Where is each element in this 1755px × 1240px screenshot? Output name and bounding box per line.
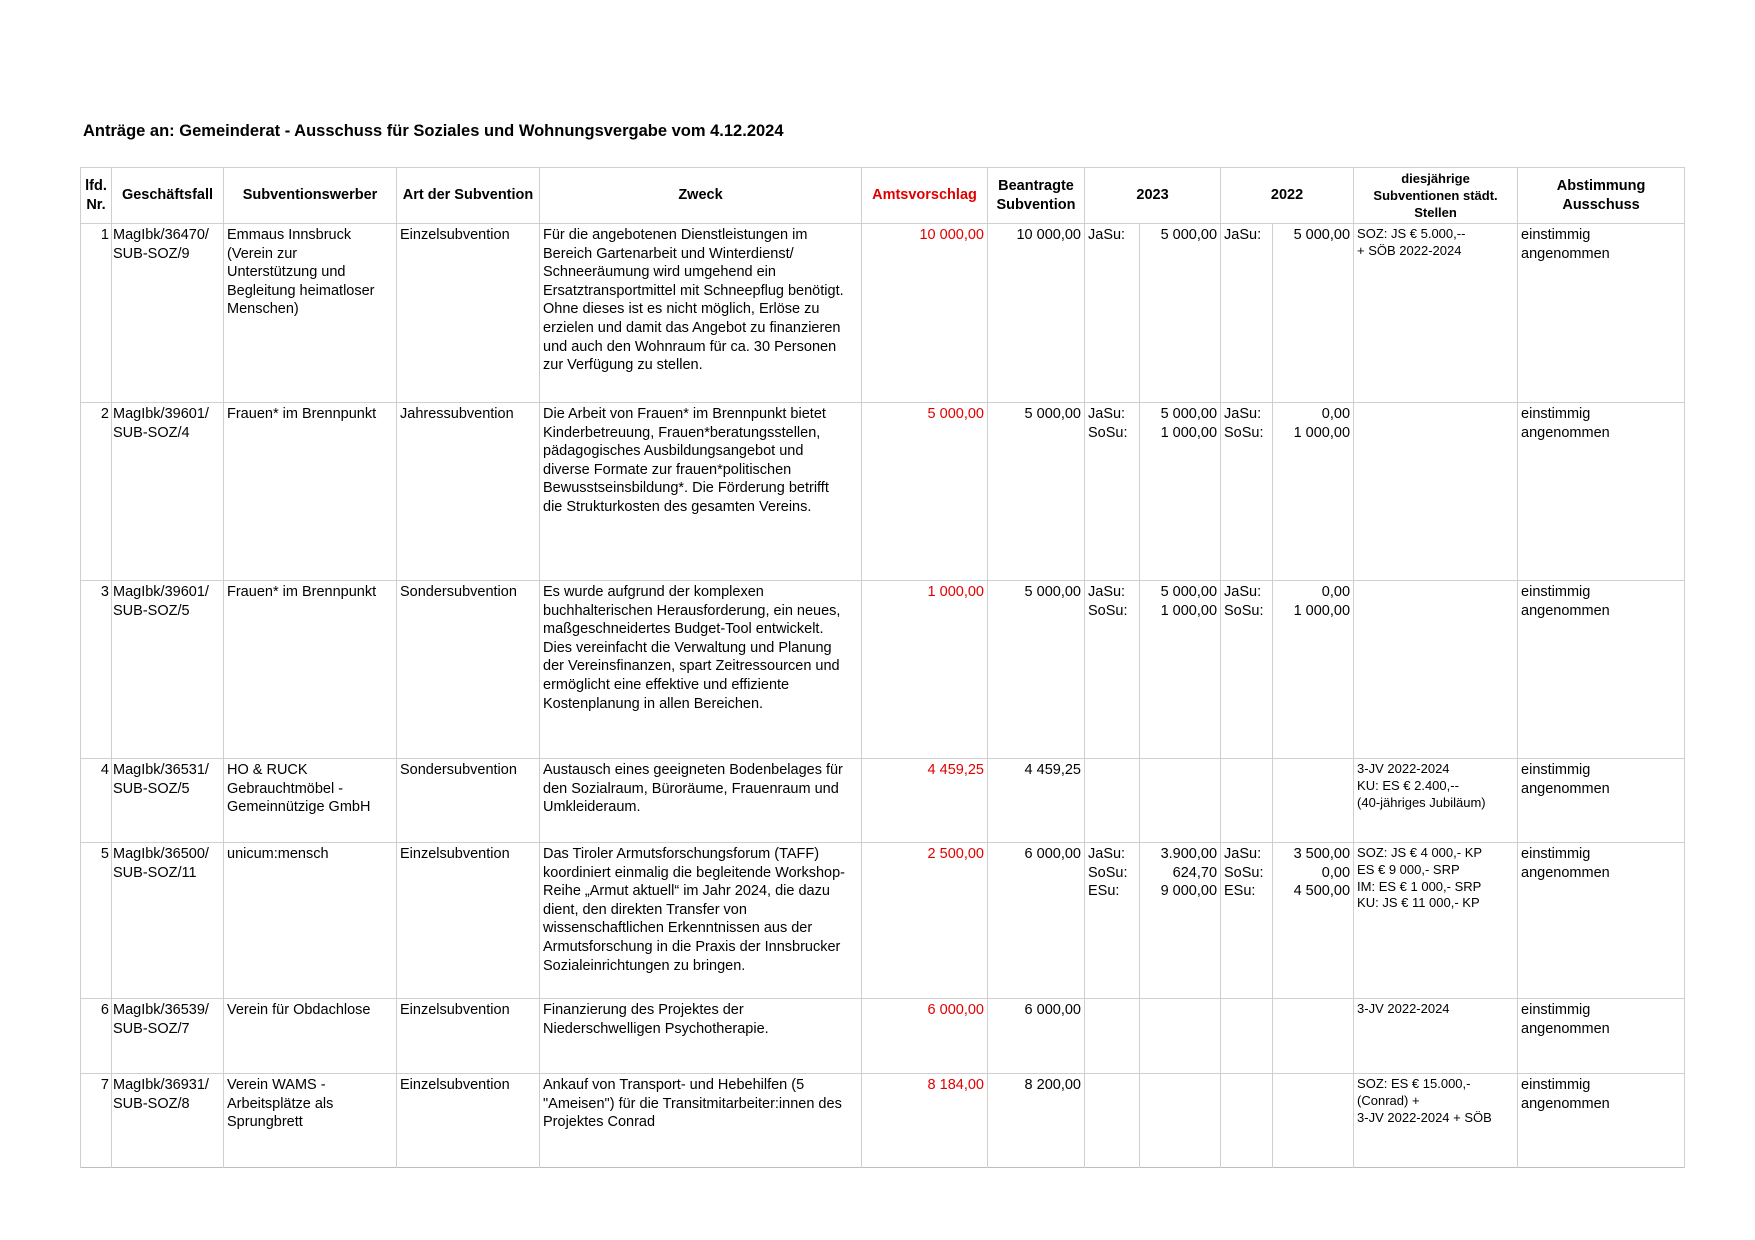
header-2022: 2022: [1221, 168, 1354, 224]
cell-nr: 5: [81, 843, 112, 999]
cell-2023-label: [1085, 999, 1140, 1074]
cell-amtsvorschlag: 6 000,00: [862, 999, 988, 1074]
cell-zweck: Das Tiroler Armutsforschungsforum (TAFF) koordiniert einmalig die begleitende Workshop- Reihe „Armut aktuell“ im Jahr 2024, die dazu dient, den direkten Transfer von wissenschaftlichen Erkenntnissen aus der Armutsforschung in die Praxis der Innsbrucker Sozialeinrichtungen zu bringen.: [540, 843, 862, 999]
cell-subventionswerber: Verein WAMS - Arbeitsplätze als Sprungbrett: [224, 1074, 397, 1168]
cell-2023-label: [1085, 759, 1140, 843]
cell-nr: 1: [81, 224, 112, 403]
cell-amtsvorschlag: 1 000,00: [862, 581, 988, 759]
cell-diesjaehrige: 3-JV 2022-2024: [1354, 999, 1518, 1074]
header-art: Art der Subvention: [397, 168, 540, 224]
cell-abstimmung: einstimmig angenommen: [1518, 581, 1685, 759]
cell-art: Einzelsubvention: [397, 1074, 540, 1168]
cell-2022-value: [1273, 759, 1354, 843]
cell-2022-value: 0,00 1 000,00: [1273, 403, 1354, 581]
cell-amtsvorschlag: 2 500,00: [862, 843, 988, 999]
cell-beantragt: 4 459,25: [988, 759, 1085, 843]
cell-diesjaehrige: SOZ: ES € 15.000,- (Conrad) + 3-JV 2022-2024 + SÖB: [1354, 1074, 1518, 1168]
cell-art: Einzelsubvention: [397, 843, 540, 999]
cell-geschaeftsfall: MagIbk/36931/ SUB-SOZ/8: [112, 1074, 224, 1168]
cell-subventionswerber: unicum:mensch: [224, 843, 397, 999]
cell-abstimmung: einstimmig angenommen: [1518, 224, 1685, 403]
cell-2023-label: JaSu: SoSu: ESu:: [1085, 843, 1140, 999]
cell-abstimmung: einstimmig angenommen: [1518, 403, 1685, 581]
cell-subventionswerber: HO & RUCK Gebrauchtmöbel - Gemeinnützige GmbH: [224, 759, 397, 843]
header-nr: lfd. Nr.: [81, 168, 112, 224]
cell-nr: 6: [81, 999, 112, 1074]
cell-zweck: Austausch eines geeigneten Bodenbelages für den Sozialraum, Büroräume, Frauenraum und Umkleideraum.: [540, 759, 862, 843]
cell-geschaeftsfall: MagIbk/36500/ SUB-SOZ/11: [112, 843, 224, 999]
cell-art: Sondersubvention: [397, 759, 540, 843]
cell-abstimmung: einstimmig angenommen: [1518, 843, 1685, 999]
header-amtsvorschlag: Amtsvorschlag: [862, 168, 988, 224]
cell-zweck: Für die angebotenen Dienstleistungen im Bereich Gartenarbeit und Winterdienst/ Schneeräumung wird umgehend ein Ersatztransportmittel mit Schneepflug benötigt. Ohne dieses ist es nicht möglich, Erlöse zu erzielen und damit das Angebot zu finanzieren und auch den Wohnraum für ca. 30 Personen zur Verfügung zu stellen.: [540, 224, 862, 403]
cell-diesjaehrige: [1354, 581, 1518, 759]
cell-zweck: Die Arbeit von Frauen* im Brennpunkt bietet Kinderbetreuung, Frauen*beratungsstellen, pädagogisches Ausbildungsangebot und diverse Formate zur frauen*politischen Bewusstseinsbildung*. Die Förderung betrifft die Strukturkosten des gesamten Vereins.: [540, 403, 862, 581]
cell-2023-label: JaSu: SoSu:: [1085, 403, 1140, 581]
cell-2023-label: JaSu:: [1085, 224, 1140, 403]
cell-geschaeftsfall: MagIbk/36531/ SUB-SOZ/5: [112, 759, 224, 843]
header-zweck: Zweck: [540, 168, 862, 224]
cell-2023-value: [1140, 759, 1221, 843]
cell-art: Jahressubvention: [397, 403, 540, 581]
cell-2023-label: [1085, 1074, 1140, 1168]
cell-2023-value: 3.900,00 624,70 9 000,00: [1140, 843, 1221, 999]
cell-geschaeftsfall: MagIbk/39601/ SUB-SOZ/5: [112, 581, 224, 759]
header-diesjaehrige: diesjährige Subventionen städt. Stellen: [1354, 168, 1518, 224]
cell-subventionswerber: Frauen* im Brennpunkt: [224, 581, 397, 759]
cell-2022-label: JaSu:: [1221, 224, 1273, 403]
table-row: [81, 403, 1685, 581]
table-row: [81, 224, 1685, 403]
cell-nr: 7: [81, 1074, 112, 1168]
document-title: Anträge an: Gemeinderat - Ausschuss für Soziales und Wohnungsvergabe vom 4.12.2024: [83, 122, 784, 140]
cell-2022-value: [1273, 1074, 1354, 1168]
cell-zweck: Finanzierung des Projektes der Niederschwelligen Psychotherapie.: [540, 999, 862, 1074]
table-row: [81, 843, 1685, 999]
subsidy-table: [80, 167, 1685, 1168]
cell-beantragt: 5 000,00: [988, 581, 1085, 759]
header-2023: 2023: [1085, 168, 1221, 224]
cell-2022-label: [1221, 1074, 1273, 1168]
cell-2022-label: [1221, 999, 1273, 1074]
cell-nr: 2: [81, 403, 112, 581]
cell-geschaeftsfall: MagIbk/36470/ SUB-SOZ/9: [112, 224, 224, 403]
cell-2022-label: [1221, 759, 1273, 843]
cell-subventionswerber: Emmaus Innsbruck (Verein zur Unterstützung und Begleitung heimatloser Menschen): [224, 224, 397, 403]
cell-diesjaehrige: SOZ: JS € 5.000,-- + SÖB 2022-2024: [1354, 224, 1518, 403]
cell-amtsvorschlag: 5 000,00: [862, 403, 988, 581]
cell-art: Sondersubvention: [397, 581, 540, 759]
header-geschaeftsfall: Geschäftsfall: [112, 168, 224, 224]
cell-art: Einzelsubvention: [397, 999, 540, 1074]
cell-2023-value: 5 000,00: [1140, 224, 1221, 403]
cell-2023-value: 5 000,00 1 000,00: [1140, 581, 1221, 759]
cell-geschaeftsfall: MagIbk/39601/ SUB-SOZ/4: [112, 403, 224, 581]
table-row: [81, 999, 1685, 1074]
cell-2022-value: [1273, 999, 1354, 1074]
cell-2023-value: 5 000,00 1 000,00: [1140, 403, 1221, 581]
cell-2022-label: JaSu: SoSu:: [1221, 581, 1273, 759]
header-abstimmung: Abstimmung Ausschuss: [1518, 168, 1685, 224]
table-row: [81, 581, 1685, 759]
cell-beantragt: 8 200,00: [988, 1074, 1085, 1168]
table-row: [81, 1074, 1685, 1168]
cell-beantragt: 6 000,00: [988, 999, 1085, 1074]
cell-diesjaehrige: SOZ: JS € 4 000,- KP ES € 9 000,- SRP IM: ES € 1 000,- SRP KU: JS € 11 000,- KP: [1354, 843, 1518, 999]
cell-abstimmung: einstimmig angenommen: [1518, 999, 1685, 1074]
cell-amtsvorschlag: 10 000,00: [862, 224, 988, 403]
table-header-row: [81, 168, 1685, 224]
cell-nr: 3: [81, 581, 112, 759]
cell-zweck: Ankauf von Transport- und Hebehilfen (5 "Ameisen") für die Transitmitarbeiter:innen des Projektes Conrad: [540, 1074, 862, 1168]
cell-subventionswerber: Frauen* im Brennpunkt: [224, 403, 397, 581]
cell-2022-value: 0,00 1 000,00: [1273, 581, 1354, 759]
cell-amtsvorschlag: 8 184,00: [862, 1074, 988, 1168]
cell-2022-value: 3 500,00 0,00 4 500,00: [1273, 843, 1354, 999]
cell-beantragt: 6 000,00: [988, 843, 1085, 999]
cell-2023-label: JaSu: SoSu:: [1085, 581, 1140, 759]
cell-geschaeftsfall: MagIbk/36539/ SUB-SOZ/7: [112, 999, 224, 1074]
cell-2023-value: [1140, 999, 1221, 1074]
cell-art: Einzelsubvention: [397, 224, 540, 403]
header-subventionswerber: Subventionswerber: [224, 168, 397, 224]
cell-diesjaehrige: 3-JV 2022-2024 KU: ES € 2.400,-- (40-jähriges Jubiläum): [1354, 759, 1518, 843]
cell-abstimmung: einstimmig angenommen: [1518, 1074, 1685, 1168]
cell-beantragt: 5 000,00: [988, 403, 1085, 581]
header-beantragt: Beantragte Subvention: [988, 168, 1085, 224]
cell-amtsvorschlag: 4 459,25: [862, 759, 988, 843]
cell-2023-value: [1140, 1074, 1221, 1168]
cell-nr: 4: [81, 759, 112, 843]
cell-zweck: Es wurde aufgrund der komplexen buchhalterischen Herausforderung, ein neues, maßgeschneidertes Budget-Tool entwickelt. Dies vereinfacht die Verwaltung und Planung der Vereinsfinanzen, spart Zeitressourcen und ermöglicht eine effektive und effiziente Kostenplanung in allen Bereichen.: [540, 581, 862, 759]
cell-2022-value: 5 000,00: [1273, 224, 1354, 403]
table-row: [81, 759, 1685, 843]
cell-diesjaehrige: [1354, 403, 1518, 581]
cell-2022-label: JaSu: SoSu:: [1221, 403, 1273, 581]
cell-beantragt: 10 000,00: [988, 224, 1085, 403]
cell-2022-label: JaSu: SoSu: ESu:: [1221, 843, 1273, 999]
cell-subventionswerber: Verein für Obdachlose: [224, 999, 397, 1074]
cell-abstimmung: einstimmig angenommen: [1518, 759, 1685, 843]
